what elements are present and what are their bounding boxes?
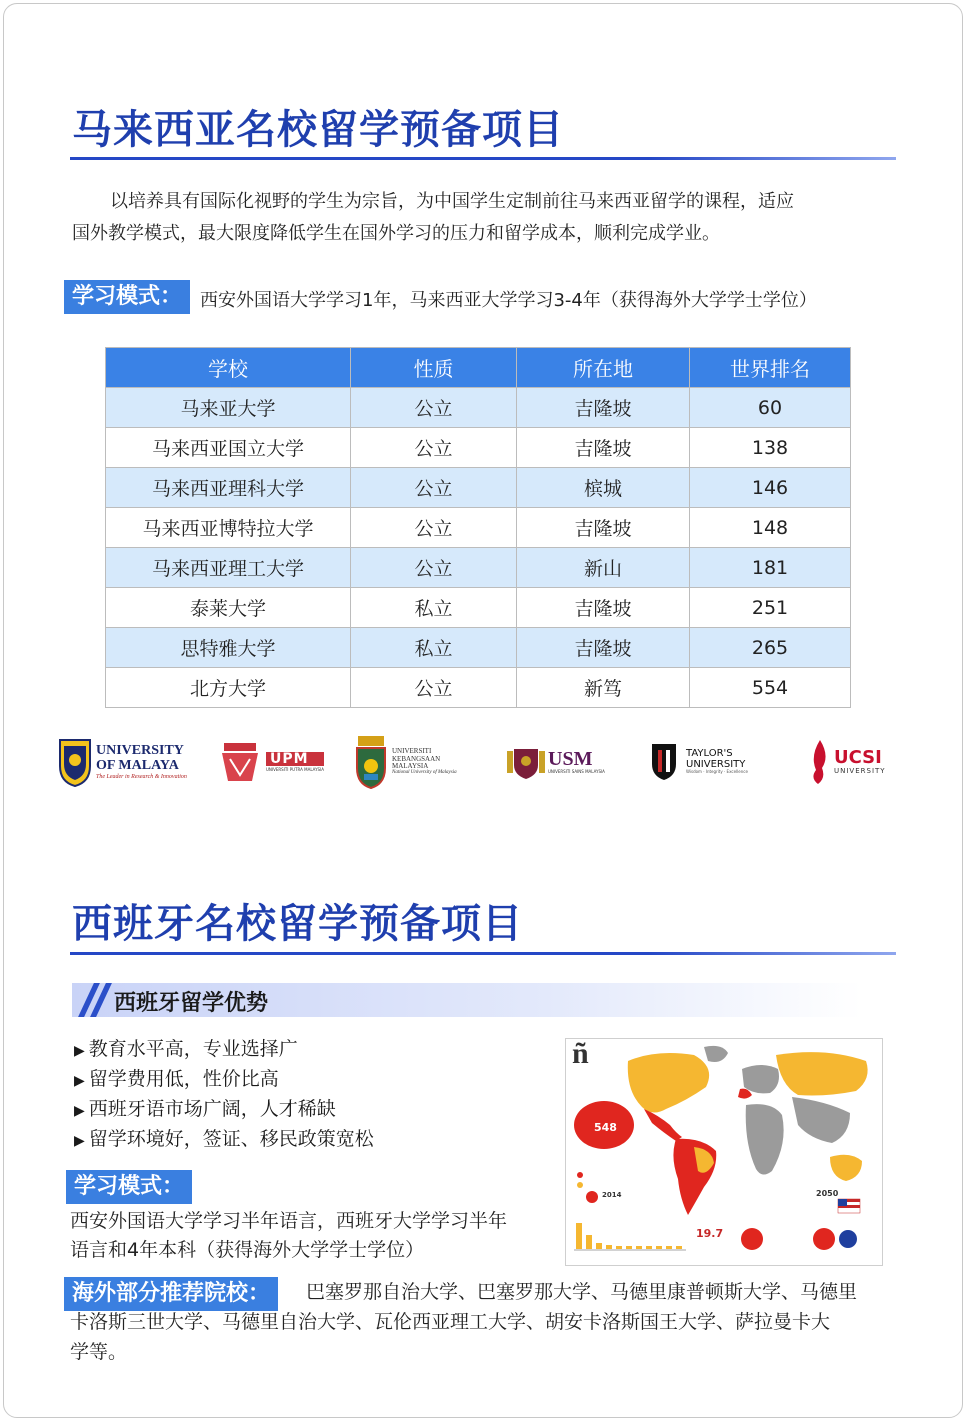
advantage-text: 留学费用低，性价比高 (88, 1068, 279, 1090)
cell-type: 公立 (351, 668, 517, 708)
cell-location: 新笃 (517, 668, 690, 708)
spain-title: 西班牙名校留学预备项目 (72, 901, 523, 947)
spain-mode-line1: 西安外国语大学学习半年语言，西班牙大学学习半年 (70, 1210, 508, 1232)
usm-small: UNIVERSITI SAINS MALAYSIA (548, 769, 605, 775)
taylors-line2: UNIVERSITY (686, 758, 746, 770)
ukm-line1: UNIVERSITI (392, 747, 432, 756)
um-tagline: The Leader in Research & Innovation (96, 773, 187, 780)
usm-name: USM (548, 748, 593, 771)
table-row (106, 468, 851, 508)
list-item (74, 1095, 374, 1125)
table-row (106, 588, 851, 628)
taylors-tagline: Wisdom · Integrity · Excellence (686, 769, 748, 775)
advantage-text: 留学环境好，签证、移民政策宽松 (88, 1128, 374, 1150)
upm-crest-icon (218, 741, 262, 783)
ucsi-small: UNIVERSITY (834, 766, 886, 775)
list-item (74, 1125, 374, 1155)
spain-advantages-heading: 西班牙留学优势 (114, 991, 269, 1016)
malaysia-title: 马来西亚名校留学预备项目 (72, 107, 564, 153)
cell-location: 吉隆坡 (517, 508, 690, 548)
malaysia-mode-text: 西安外国语大学学习1年，马来西亚大学学习3-4年（获得海外大学学士学位） (200, 290, 817, 311)
um-name-line2: OF MALAYA (96, 757, 179, 773)
taylors-crest-icon (650, 742, 678, 782)
malaysia-title-rule (70, 157, 896, 160)
upm-small: UNIVERSITI PUTRA MALAYSIA (266, 767, 324, 773)
cell-school: 马来西亚国立大学 (106, 428, 351, 468)
logo-taylors (650, 730, 768, 794)
malaysia-intro-line2: 国外教学模式，最大限度降低学生在国外学习的压力和留学成本，顺利完成学业。 (72, 223, 720, 244)
triangle-bullet-icon: ▶ (74, 1043, 85, 1059)
upm-name: UPM (266, 752, 324, 767)
cell-type: 公立 (351, 468, 517, 508)
table-row (106, 548, 851, 588)
advantage-text: 教育水平高，专业选择广 (88, 1038, 298, 1060)
logo-usm (506, 730, 624, 794)
cell-type: 公立 (351, 548, 517, 588)
ucsi-flame-icon (806, 738, 832, 786)
cell-school: 思特雅大学 (106, 628, 351, 668)
table-row (106, 508, 851, 548)
cell-location: 槟城 (517, 468, 690, 508)
infographic-enye-letter: ñ (572, 1038, 589, 1070)
table-row (106, 428, 851, 468)
spain-schools-line1: 巴塞罗那自治大学、巴塞罗那大学、马德里康普顿斯大学、马德里 (306, 1281, 858, 1303)
infographic-value: 19.7 (696, 1227, 724, 1240)
cell-school: 马来西亚博特拉大学 (106, 508, 351, 548)
ukm-line2: KEBANGSAAN (392, 754, 441, 763)
cell-ranking: 138 (690, 428, 851, 468)
cell-ranking: 60 (690, 388, 851, 428)
ukm-tagline: National University of Malaysia (392, 770, 457, 776)
cell-type: 公立 (351, 388, 517, 428)
cell-school: 马来西亚理工大学 (106, 548, 351, 588)
spanish-speakers-infographic (565, 1038, 883, 1266)
logo-ucsi (806, 730, 898, 794)
cell-ranking: 148 (690, 508, 851, 548)
ucsi-name: UCSI (834, 746, 882, 768)
table-row (106, 628, 851, 668)
spain-schools-line2: 卡洛斯三世大学、马德里自治大学、瓦伦西亚理工大学、胡安卡洛斯国王大学、萨拉曼卡大 (70, 1311, 831, 1333)
triangle-bullet-icon: ▶ (74, 1133, 85, 1149)
triangle-bullet-icon: ▶ (74, 1073, 85, 1089)
advantage-text: 西班牙语市场广阔，人才稀缺 (88, 1098, 336, 1120)
spain-advantages-list (74, 1035, 374, 1155)
malaysia-intro-line1: 以培养具有国际化视野的学生为宗旨，为中国学生定制前往马来西亚留学的课程，适应 (110, 191, 794, 212)
spain-advantages-banner (72, 983, 862, 1017)
header-type: 性质 (351, 348, 517, 388)
cell-location: 吉隆坡 (517, 628, 690, 668)
triangle-bullet-icon: ▶ (74, 1103, 85, 1119)
cell-location: 吉隆坡 (517, 388, 690, 428)
infographic-year-2050: 2050 (816, 1189, 839, 1198)
cell-ranking: 146 (690, 468, 851, 508)
taylors-line1: TAYLOR'S (686, 748, 733, 760)
um-name-line1: UNIVERSITY (96, 743, 184, 759)
cell-school: 马来亚大学 (106, 388, 351, 428)
cell-ranking: 251 (690, 588, 851, 628)
logo-university-of-malaya (58, 730, 190, 794)
table-row (106, 388, 851, 428)
spain-schools-line3: 学等。 (70, 1341, 128, 1363)
cell-location: 新山 (517, 548, 690, 588)
um-crest-icon (58, 736, 92, 788)
cell-type: 私立 (351, 628, 517, 668)
cell-school: 北方大学 (106, 668, 351, 708)
ukm-crest-icon (354, 734, 388, 790)
cell-type: 私立 (351, 588, 517, 628)
cell-type: 公立 (351, 428, 517, 468)
header-location: 所在地 (517, 348, 690, 388)
cell-type: 公立 (351, 508, 517, 548)
spain-mode-line2: 语言和4年本科（获得海外大学学士学位） (70, 1239, 425, 1261)
ukm-line3: MALAYSIA (392, 762, 429, 771)
table-header-row (106, 348, 851, 388)
logo-ukm (354, 730, 484, 794)
infographic-year-2014: 2014 (602, 1191, 622, 1199)
world-map-illustration (566, 1039, 882, 1265)
list-item (74, 1065, 374, 1095)
cell-location: 吉隆坡 (517, 588, 690, 628)
university-logos (58, 730, 903, 794)
list-item (74, 1035, 374, 1065)
cell-ranking: 181 (690, 548, 851, 588)
cell-school: 马来西亚理科大学 (106, 468, 351, 508)
spain-mode-label: 学习模式： (66, 1170, 192, 1204)
university-table (105, 347, 851, 708)
spain-schools-label: 海外部分推荐院校： (64, 1277, 278, 1311)
cell-ranking: 265 (690, 628, 851, 668)
header-school: 学校 (106, 348, 351, 388)
cell-location: 吉隆坡 (517, 428, 690, 468)
header-ranking: 世界排名 (690, 348, 851, 388)
logo-upm (218, 730, 328, 794)
malaysia-mode-label: 学习模式： (64, 280, 190, 314)
spain-title-rule (70, 952, 896, 955)
cell-ranking: 554 (690, 668, 851, 708)
infographic-big-number: 548 (594, 1121, 617, 1134)
cell-school: 泰莱大学 (106, 588, 351, 628)
usm-crest-icon (506, 743, 546, 781)
table-row (106, 668, 851, 708)
